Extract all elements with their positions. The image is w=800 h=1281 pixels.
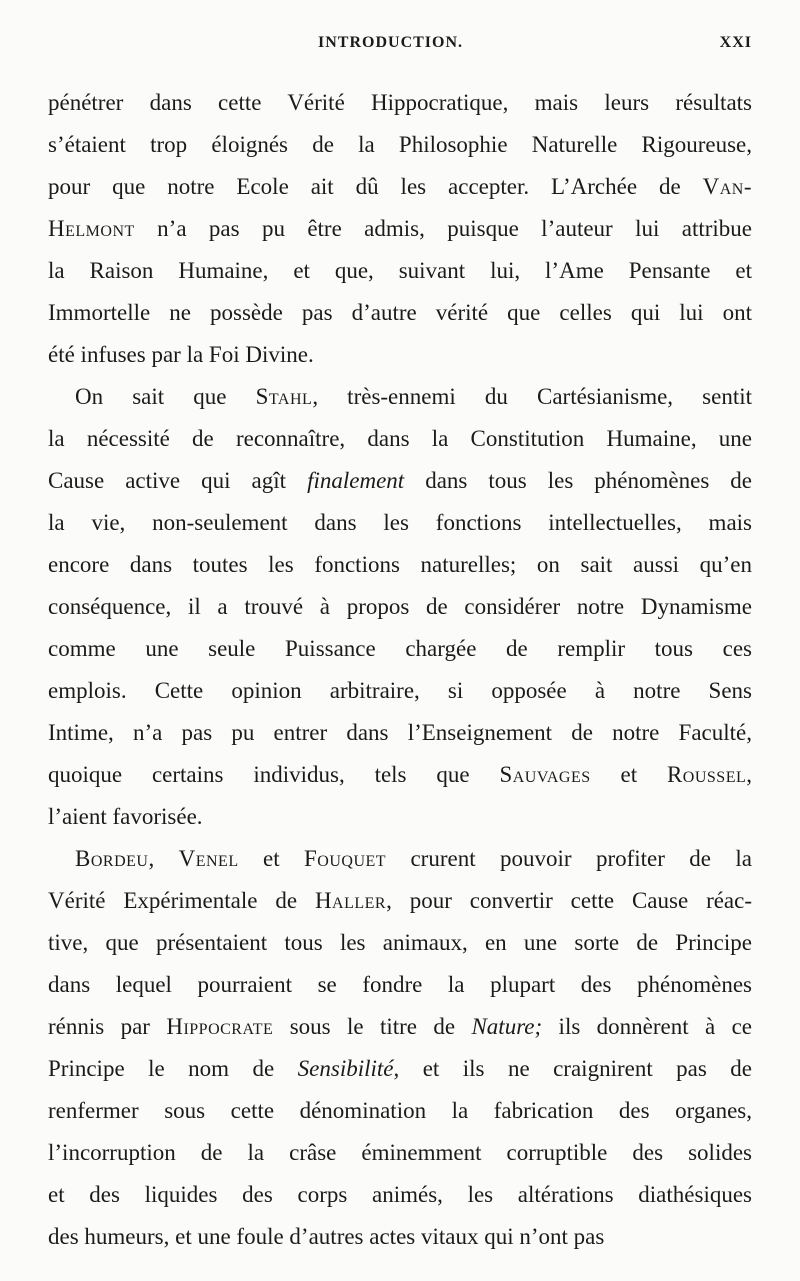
text-line: Vérité Expérimentale de Haller, pour convertir cette Cause réac- — [48, 888, 752, 913]
text-line: Principe le nom de Sensibilité, et ils ne craignirent pas de — [48, 1056, 752, 1081]
body-text — [48, 82, 752, 1258]
text-line: renfermer sous cette dénomination la fabrication des organes, — [48, 1098, 752, 1123]
text-line: Cause active qui agît finalement dans tous les phénomènes de — [48, 468, 752, 493]
text-line: été infuses par la Foi Divine. — [48, 342, 314, 367]
text-line: tive, que présentaient tous les animaux, en une sorte de Principe — [48, 930, 752, 955]
small-caps-name: Sauvages — [499, 762, 591, 787]
text-line: pour que notre Ecole ait dû les accepter. L’Archée de Van- — [48, 174, 752, 199]
running-title: INTRODUCTION. — [318, 34, 464, 51]
text-line: la Raison Humaine, et que, suivant lui, l’Ame Pensante et — [48, 258, 752, 283]
text-line: Bordeu, Venel et Fouquet crurent pouvoir profiter de la — [75, 846, 752, 871]
italic-term: Nature; — [471, 1014, 543, 1039]
text-line: quoique certains individus, tels que Sauvages et Roussel, — [48, 762, 752, 787]
paragraph — [48, 82, 752, 376]
small-caps-name: Van- — [702, 174, 752, 199]
text-line: Intime, n’a pas pu entrer dans l’Enseignement de notre Faculté, — [48, 720, 752, 745]
paragraph — [48, 376, 752, 838]
text-line: l’incorruption de la crâse éminemment corruptible des solides — [48, 1140, 752, 1165]
text-line: des humeurs, et une foule d’autres actes vitaux qui n’ont pas — [48, 1224, 605, 1249]
text-line: et des liquides des corps animés, les altérations diathésiques — [48, 1182, 752, 1207]
small-caps-name: Fouquet — [304, 846, 387, 871]
small-caps-name: Venel — [178, 846, 239, 871]
text-line: emplois. Cette opinion arbitraire, si opposée à notre Sens — [48, 678, 752, 703]
page-header — [0, 34, 800, 58]
paragraph — [48, 838, 752, 1258]
italic-term: Sensibilité — [297, 1056, 394, 1081]
text-line: rénnis par Hippocrate sous le titre de Nature; ils donnèrent à ce — [48, 1014, 752, 1039]
text-line: la nécessité de reconnaître, dans la Constitution Humaine, une — [48, 426, 752, 451]
text-line: s’étaient trop éloignés de la Philosophie Naturelle Rigoureuse, — [48, 132, 752, 157]
small-caps-name: Helmont — [48, 216, 135, 241]
small-caps-name: Stahl — [255, 384, 313, 409]
text-line: encore dans toutes les fonctions naturelles; on sait aussi qu’en — [48, 552, 752, 577]
text-line: l’aient favorisée. — [48, 804, 203, 829]
small-caps-name: Roussel — [666, 762, 747, 787]
small-caps-name: Haller — [314, 888, 387, 913]
text-line: On sait que Stahl, très-ennemi du Cartésianisme, sentit — [75, 384, 752, 409]
page-number: XXI — [719, 34, 752, 51]
text-line: comme une seule Puissance chargée de remplir tous ces — [48, 636, 752, 661]
text-line: conséquence, il a trouvé à propos de considérer notre Dynamisme — [48, 594, 752, 619]
text-line: la vie, non-seulement dans les fonctions intellectuelles, mais — [48, 510, 752, 535]
italic-term: finalement — [307, 468, 405, 493]
text-line: Helmont n’a pas pu être admis, puisque l’auteur lui attribue — [48, 216, 752, 241]
small-caps-name: Bordeu — [75, 846, 149, 871]
text-line: pénétrer dans cette Vérité Hippocratique, mais leurs résultats — [48, 90, 752, 115]
text-line: Immortelle ne possède pas d’autre vérité que celles qui lui ont — [48, 300, 752, 325]
text-line: dans lequel pourraient se fondre la plupart des phénomènes — [48, 972, 752, 997]
small-caps-name: Hippocrate — [166, 1014, 274, 1039]
